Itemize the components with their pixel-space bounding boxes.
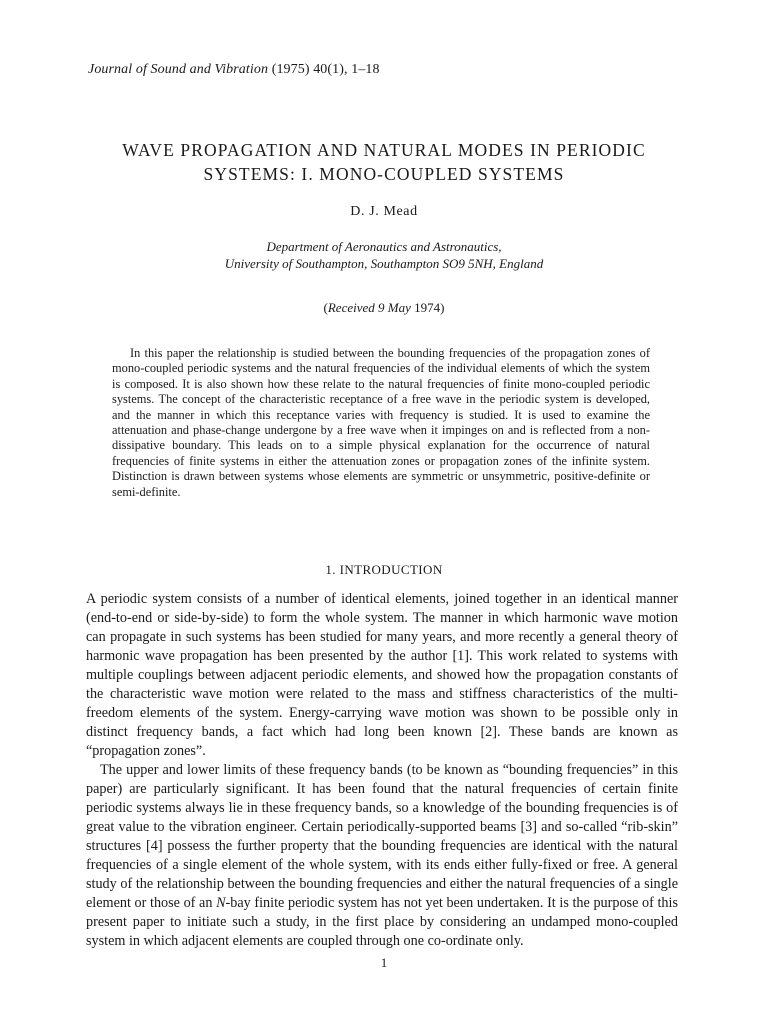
received-open-paren: ( [323,300,328,315]
received-label: Received 9 May [327,300,411,315]
paragraph-2-part-2: -bay finite periodic system has not yet been undertaken. It is the purpose of this present paper to initiate such a study, in the first place by considering an undamped mono-coupled system in which adjacent elements are coupled through one co-ordinate only. [86,895,678,949]
author-name: D. J. Mead [350,204,418,219]
journal-citation [88,62,380,78]
title-line-2: SYSTEMS: I. MONO-COUPLED SYSTEMS [203,164,565,184]
paragraph-2 [86,761,678,951]
journal-volume: (1975) 40(1), 1–18 [271,62,380,77]
abstract: In this paper the relationship is studied between the bounding frequencies of the propagation zones of mono-coupled periodic systems and the natural frequencies of the individual elements of which the system is composed. It is also shown how these relate to the natural frequencies of finite mono-coupled periodic systems. The concept of the characteristic receptance of a free wave in the periodic system is developed, and the manner in which this receptance varies with frequency is studied. It is used to examine the attenuation and phase-change undergone by a free wave when it impinges on and is reflected from a non-dissipative boundary. This leads on to a simple physical explanation for the occurrence of natural frequencies of finite systems in either the attenuation zones or propagation zones of the infinite system. Distinction is drawn between systems whose elements are symmetric or unsymmetric, positive-definite or semi-definite. [112,346,650,499]
affiliation [100,238,668,272]
journal-name: Journal of Sound and Vibration [88,62,269,77]
received-date [0,300,768,316]
section-heading: 1. INTRODUCTION [325,562,443,577]
title-line-1: WAVE PROPAGATION AND NATURAL MODES IN PERIODIC [122,140,646,160]
paragraph-2-italic-n: N [216,895,226,911]
affiliation-line-1: Department of Aeronautics and Astronautics, [266,239,502,254]
paragraph-2-part-1: The upper and lower limits of these frequency bands (to be known as “bounding frequencies” in this paper) are particularly significant. It has been found that the natural frequencies of certain finite periodic systems always lie in these frequency bands, so a knowledge of the bounding frequencies is of great value to the vibration engineer. Certain periodically-supported beams [3] and so-called “rib-skin” structures [4] possess the further property that the bounding frequencies are identical with the natural frequencies of a single element of the whole system, with its ends either fully-fixed or free. A general study of the relationship between the bounding frequencies and either the natural frequencies of a single element or those of an [86,762,678,911]
paragraph-1: A periodic system consists of a number of identical elements, joined together in an identical manner (end-to-end or side-by-side) to form the whole system. The manner in which harmonic wave motion can propagate in such systems has been studied for many years, and more recently a general theory of harmonic wave propagation has been presented by the author [1]. This work related to systems with multiple couplings between adjacent periodic elements, and showed how the propagation constants of the characteristic wave motion were related to the mass and stiffness characteristics of the multi-freedom elements of the system. Energy-carrying wave motion was shown to be possible only in distinct frequency bands, a fact which had long been known [2]. These bands are known as “propagation zones”. [86,591,678,759]
page-number: 1 [380,955,388,970]
received-year: 1974) [414,300,445,315]
paper-title [60,138,708,186]
body-text [86,590,678,951]
affiliation-line-2: University of Southampton, Southampton SO9 5NH, England [224,256,544,271]
